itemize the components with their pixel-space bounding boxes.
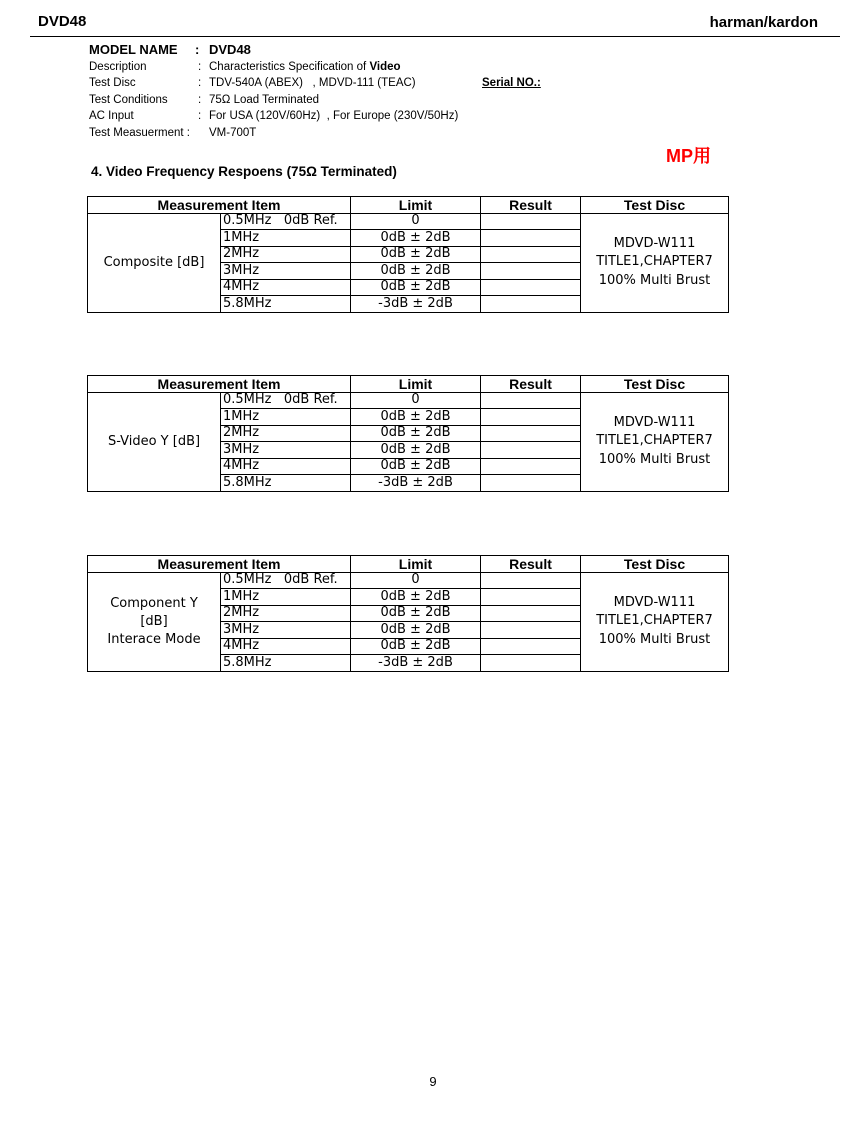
test-disc-line: MDVD-W111 <box>613 594 696 610</box>
table-row <box>88 392 729 409</box>
table-row <box>88 572 729 589</box>
frequency-cell: 4MHz <box>221 458 351 475</box>
col-limit: Limit <box>351 197 481 214</box>
result-cell <box>481 296 581 313</box>
measurement-value: VM-700T <box>209 126 257 139</box>
result-cell <box>481 622 581 639</box>
limit-cell: 0dB ± 2dB <box>351 279 481 296</box>
model-label: MODEL NAME <box>89 42 178 57</box>
page-number: 9 <box>429 1074 437 1089</box>
col-measurement-item: Measurement Item <box>88 197 351 214</box>
result-cell <box>481 409 581 426</box>
limit-cell: 0dB ± 2dB <box>351 458 481 475</box>
measurement-item-cell <box>88 392 221 491</box>
test-disc-cell <box>581 392 729 491</box>
result-cell <box>481 213 581 230</box>
conditions-label: Test Conditions <box>89 93 168 106</box>
limit-cell: -3dB ± 2dB <box>351 296 481 313</box>
test-disc-line: TITLE1,CHAPTER7 <box>596 613 713 629</box>
result-cell <box>481 442 581 459</box>
result-cell <box>481 263 581 280</box>
col-measurement-item: Measurement Item <box>88 376 351 393</box>
frequency-cell: 2MHz <box>221 246 351 263</box>
description-value <box>209 59 401 76</box>
limit-cell: 0dB ± 2dB <box>351 230 481 247</box>
limit-cell: 0dB ± 2dB <box>351 589 481 606</box>
measurement-item-label: Component Y <box>110 595 198 611</box>
description-colon: : <box>198 60 202 73</box>
conditions-colon: : <box>198 93 202 106</box>
frequency-cell: 1MHz <box>221 589 351 606</box>
limit-cell: 0dB ± 2dB <box>351 442 481 459</box>
s-video-table <box>87 375 729 492</box>
result-cell <box>481 589 581 606</box>
test-disc-line: 100% Multi Brust <box>598 451 711 467</box>
test-disc-line: TITLE1,CHAPTER7 <box>596 254 713 270</box>
limit-cell: 0dB ± 2dB <box>351 622 481 639</box>
limit-cell: 0 <box>351 392 481 409</box>
frequency-cell: 3MHz <box>221 622 351 639</box>
ac-input-value: For USA (120V/60Hz) , For Europe (230V/50Hz) <box>209 110 459 122</box>
ac-input-colon: : <box>198 110 202 122</box>
col-result: Result <box>481 376 581 393</box>
limit-cell: 0 <box>351 213 481 230</box>
frequency-cell: 3MHz <box>221 263 351 280</box>
col-test-disc: Test Disc <box>581 376 729 393</box>
limit-cell: 0dB ± 2dB <box>351 246 481 263</box>
col-result: Result <box>481 556 581 573</box>
limit-cell: -3dB ± 2dB <box>351 655 481 672</box>
frequency-cell: 0.5MHz 0dB Ref. <box>221 392 351 409</box>
frequency-cell: 5.8MHz <box>221 475 351 492</box>
result-cell <box>481 638 581 655</box>
limit-cell: -3dB ± 2dB <box>351 475 481 492</box>
test-disc-cell <box>581 213 729 312</box>
conditions-value: 75Ω Load Terminated <box>209 93 320 106</box>
frequency-cell: 1MHz <box>221 409 351 426</box>
test-disc-line: MDVD-W111 <box>613 414 696 430</box>
col-result: Result <box>481 197 581 214</box>
col-test-disc: Test Disc <box>581 556 729 573</box>
col-measurement-item: Measurement Item <box>88 556 351 573</box>
frequency-cell: 4MHz <box>221 279 351 296</box>
test-disc-label: Test Disc <box>89 77 136 89</box>
test-disc-line: 100% Multi Brust <box>598 631 711 647</box>
description-value-bold: Video <box>369 60 401 73</box>
result-cell <box>481 279 581 296</box>
measurement-label: Test Measuerment : <box>89 126 190 139</box>
frequency-cell: 5.8MHz <box>221 296 351 313</box>
frequency-cell: 2MHz <box>221 605 351 622</box>
frequency-cell: 4MHz <box>221 638 351 655</box>
col-limit: Limit <box>351 556 481 573</box>
result-cell <box>481 246 581 263</box>
limit-cell: 0dB ± 2dB <box>351 605 481 622</box>
result-cell <box>481 605 581 622</box>
serial-number-label: Serial NO.: <box>482 77 541 89</box>
header-divider <box>30 36 840 37</box>
limit-cell: 0 <box>351 572 481 589</box>
test-disc-line: 100% Multi Brust <box>598 272 711 288</box>
section-title: 4. Video Frequency Respoens (75Ω Terminated) <box>91 164 397 179</box>
test-disc-colon: : <box>198 77 202 89</box>
table-header-row <box>88 376 729 393</box>
col-test-disc: Test Disc <box>581 197 729 214</box>
frequency-cell: 5.8MHz <box>221 655 351 672</box>
test-disc-line: TITLE1,CHAPTER7 <box>596 433 713 449</box>
test-disc-line: MDVD-W111 <box>613 235 696 251</box>
ac-input-label: AC Input <box>89 110 134 122</box>
frequency-cell: 2MHz <box>221 425 351 442</box>
table-header-row <box>88 197 729 214</box>
result-cell <box>481 572 581 589</box>
description-value-prefix: Characteristics Specification of <box>209 60 370 73</box>
result-cell <box>481 392 581 409</box>
measurement-item-label: Interace Mode <box>107 631 201 647</box>
measurement-item-cell <box>88 572 221 671</box>
component-table <box>87 555 729 672</box>
measurement-item-label: Composite [dB] <box>103 254 205 270</box>
frequency-cell: 0.5MHz 0dB Ref. <box>221 213 351 230</box>
result-cell <box>481 475 581 492</box>
mp-stamp: MP用 <box>666 146 711 166</box>
limit-cell: 0dB ± 2dB <box>351 263 481 280</box>
measurement-item-label: [dB] <box>140 613 168 629</box>
test-disc-cell <box>581 572 729 671</box>
test-disc-value: TDV-540A (ABEX) , MDVD-111 (TEAC) <box>209 77 416 89</box>
model-colon: : <box>195 42 200 57</box>
frequency-cell: 1MHz <box>221 230 351 247</box>
limit-cell: 0dB ± 2dB <box>351 638 481 655</box>
table-header-row <box>88 556 729 573</box>
header-brand: harman/kardon <box>709 14 818 31</box>
description-label: Description <box>89 60 147 73</box>
measurement-item-label: S-Video Y [dB] <box>107 433 201 449</box>
result-cell <box>481 425 581 442</box>
model-value: DVD48 <box>209 42 251 57</box>
frequency-cell: 0.5MHz 0dB Ref. <box>221 572 351 589</box>
result-cell <box>481 230 581 247</box>
result-cell <box>481 655 581 672</box>
composite-table <box>87 196 729 313</box>
limit-cell: 0dB ± 2dB <box>351 425 481 442</box>
frequency-cell: 3MHz <box>221 442 351 459</box>
result-cell <box>481 458 581 475</box>
table-row <box>88 213 729 230</box>
col-limit: Limit <box>351 376 481 393</box>
measurement-item-cell <box>88 213 221 312</box>
limit-cell: 0dB ± 2dB <box>351 409 481 426</box>
header-model: DVD48 <box>38 13 87 30</box>
